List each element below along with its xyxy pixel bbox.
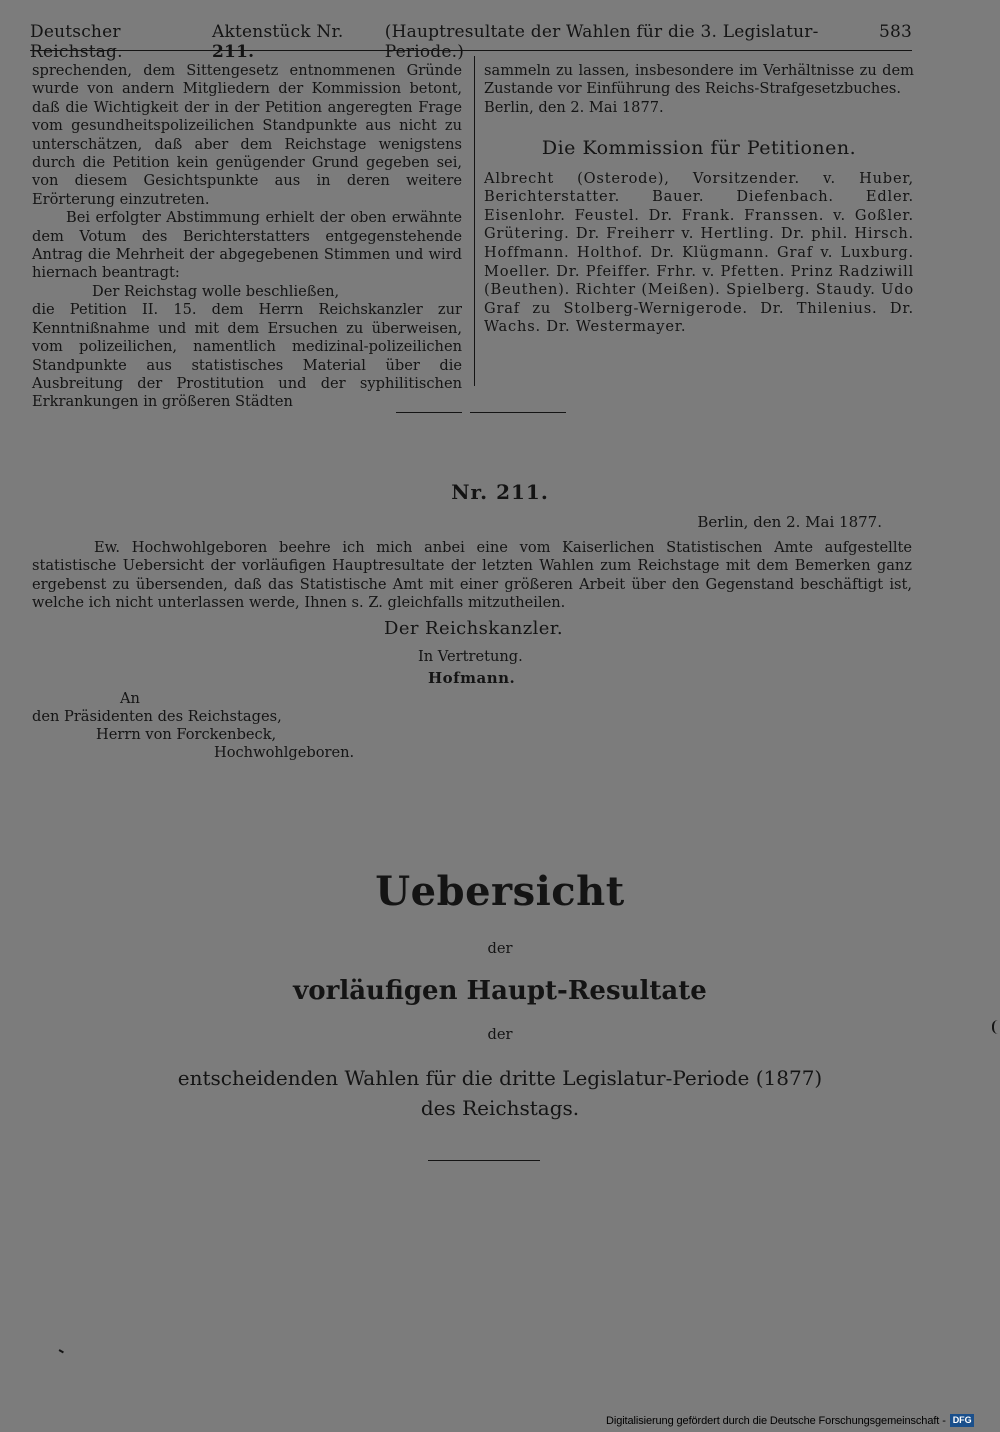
overview-der-2: der <box>487 1026 513 1043</box>
overview-title: Uebersicht <box>375 868 625 915</box>
letter-date: Berlin, den 2. Mai 1877. <box>697 513 882 531</box>
document-number-title: Nr. 211. <box>451 480 549 504</box>
overview-rule <box>428 1160 540 1161</box>
header-document-number <box>212 22 385 62</box>
overview-line-2: des Reichstags. <box>420 1096 580 1120</box>
address-line-3: Hochwohlgeboren. <box>214 744 355 761</box>
commission-title: Die Kommission für Petitionen. <box>541 137 857 160</box>
left-paragraph-2: Bei erfolgter Abstimmung erhielt der oben erwähnte dem Votum des Berichterstatters entgegenstehende Antrag die Mehrheit der abgegebenen Stimmen und wird hiernach beantragt: <box>32 209 462 282</box>
section-separator-left <box>396 412 462 413</box>
page-number: 583 <box>878 22 913 42</box>
header-aktenstueck-label: Aktenstück Nr. <box>212 22 344 42</box>
signature-title: Der Reichskanzler. <box>384 618 563 639</box>
address-line-2: Herrn von Forckenbeck, <box>96 726 277 743</box>
commission-members: Albrecht (Osterode), Vorsitzender. v. Huber, Berichterstatter. Bauer. Diefenbach. Edler. Eisenlohr. Feustel. Dr. Frank. Franssen. v. Goßler. Grütering. Dr. Freiherr v. Hertling. Dr. phil. Hirsch. Hoffmann. Holthof. Dr. Klügmann. Graf v. Luxburg. Moeller. Dr. Pfeiffer. Frhr. v. Pfetten. Prinz Radziwill (Beuthen). Richter (Meißen). Spielberg. Staudy. Udo Graf zu Stolberg-Wernigerode. Dr. Thilenius. Dr. Wachs. Dr. Westermayer. <box>484 169 914 336</box>
signature-sub: In Vertretung. <box>418 648 523 665</box>
letter-body: Ew. Hochwohlgeboren beehre ich mich anbei eine vom Kaiserlichen Statistischen Amte aufgestellte statistische Uebersicht der vorläufigen Hauptresultate der letzten Wahlen zum Reichstage mit dem Bemerken ganz ergebenst zu übersenden, daß das Statistische Amt mit einer größeren Arbeit über den Gegenstand beschäftigt ist, welche ich nicht unterlassen werde, Ihnen s. Z. gleichfalls mitzutheilen. <box>32 539 912 612</box>
header-right: (Hauptresultate der Wahlen für die 3. Legislatur-Periode.) <box>384 22 819 62</box>
edge-mark <box>992 1020 1000 1034</box>
overview-subtitle: vorläufigen Haupt-Resultate <box>293 976 707 1006</box>
section-separator-right <box>470 412 566 413</box>
address-line-1: den Präsidenten des Reichstages, <box>32 708 282 725</box>
header-left: Deutscher Reichstag. <box>30 22 123 62</box>
commission-date: Berlin, den 2. Mai 1877. <box>484 98 664 116</box>
dfg-logo: DFG <box>950 1414 975 1427</box>
right-column <box>484 62 914 337</box>
left-paragraph-1: sprechenden, dem Sittengesetz entnommenen Gründe wurde von andern Mitgliedern der Kommission betont, daß die Wichtigkeit der in der Petition angeregten Frage vom gesundheitspolizeilichen Standpunkte aus nicht zu unterschätzen, daß aber dem Reichstage wenigstens durch die Petition kein genügender Grund gegeben sei, von diesem Gesichtspunkte aus in deren weitere Erörterung einzutreten. <box>32 62 462 208</box>
footer <box>606 1414 974 1427</box>
column-divider <box>474 56 475 386</box>
header-aktenstueck-number: 211. <box>212 42 255 62</box>
right-continuation: sammeln zu lassen, insbesondere im Verhältnisse zu dem Zustande vor Einführung des Reichs-Strafgesetzbuches. <box>484 62 914 98</box>
overview-der-1: der <box>487 940 513 957</box>
stray-mark <box>57 1349 64 1356</box>
signature-name: Hofmann. <box>428 669 516 687</box>
motion-text: die Petition II. 15. dem Herrn Reichskanzler zur Kenntnißnahme und mit dem Ersuchen zu überweisen, vom polizeilichen, namentlich medizinal-polizeilichen Standpunkte aus statistisches Material über die Ausbreitung der Prostitution und der syphilitischen Erkrankungen in größeren Städten <box>32 301 462 411</box>
footer-text: Digitalisierung gefördert durch die Deutsche Forschungsgemeinschaft - <box>606 1414 946 1427</box>
header-rule <box>30 50 912 51</box>
motion-intro: Der Reichstag wolle beschließen, <box>92 282 340 300</box>
address-an: An <box>120 690 140 707</box>
left-column <box>32 62 462 412</box>
overview-line-1: entscheidenden Wahlen für die dritte Legislatur-Periode (1877) <box>177 1066 823 1090</box>
running-header <box>30 22 913 62</box>
